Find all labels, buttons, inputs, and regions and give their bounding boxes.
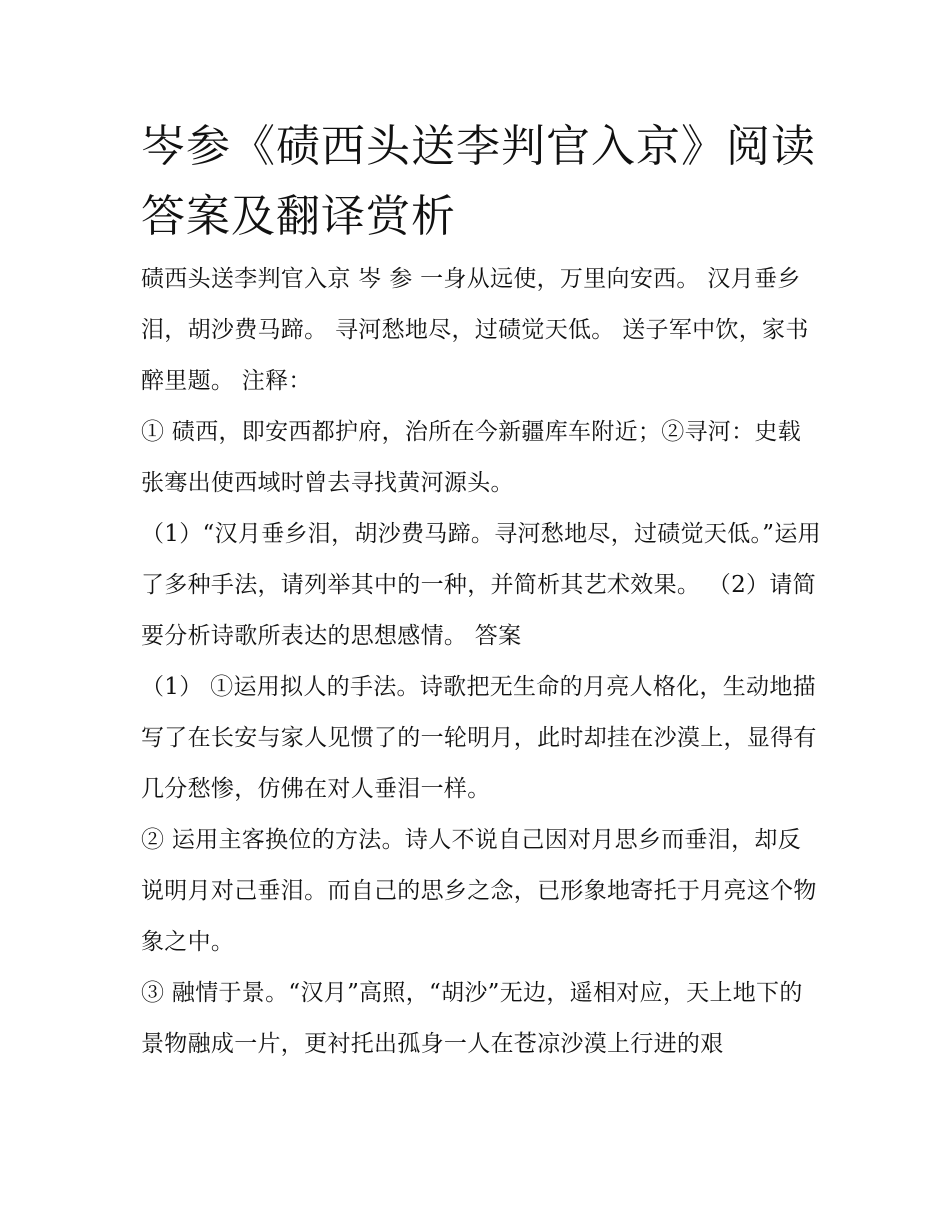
document-title: 岑参《碛西头送李判官入京》阅读答案及翻译赏析 xyxy=(141,121,816,242)
answer-point-1-paragraph: （1） ①运用拟人的手法。诗歌把无生命的月亮人格化，生动地描写了在长安与家人见惯了的一轮明月，此时却挂在沙漠上，显得有几分愁惨，仿佛在对人垂泪一样。 xyxy=(141,674,817,802)
document-page xyxy=(141,112,821,1070)
answer-point-3-paragraph: ③ 融情于景。“汉月”高照，“胡沙”无边，遥相对应，天上地下的景物融成一片，更衬托出孤身一人在苍凉沙漠上行进的艰 xyxy=(141,980,803,1057)
questions-paragraph: （1）“汉月垂乡泪，胡沙费马蹄。寻河愁地尽，过碛觉天低。”运用了多种手法，请列举其中的一种，并简析其艺术效果。 （2）请简要分析诗歌所表达的思想感情。 答案 xyxy=(141,521,821,649)
poem-and-notes-paragraph: 碛西头送李判官入京 岑 参 一身从远使，万里向安西。 汉月垂乡泪，胡沙费马蹄。 寻河愁地尽，过碛觉天低。 送子军中饮，家书醉里题。 注释： xyxy=(141,266,809,394)
answer-point-2-paragraph: ② 运用主客换位的方法。诗人不说自己因对月思乡而垂泪，却反说明月对己垂泪。而自己的思乡之念，已形象地寄托于月亮这个物象之中。 xyxy=(141,827,817,955)
annotation-paragraph: ① 碛西，即安西都护府，治所在今新疆库车附近；②寻河：史载张骞出使西域时曾去寻找黄河源头。 xyxy=(141,419,802,496)
